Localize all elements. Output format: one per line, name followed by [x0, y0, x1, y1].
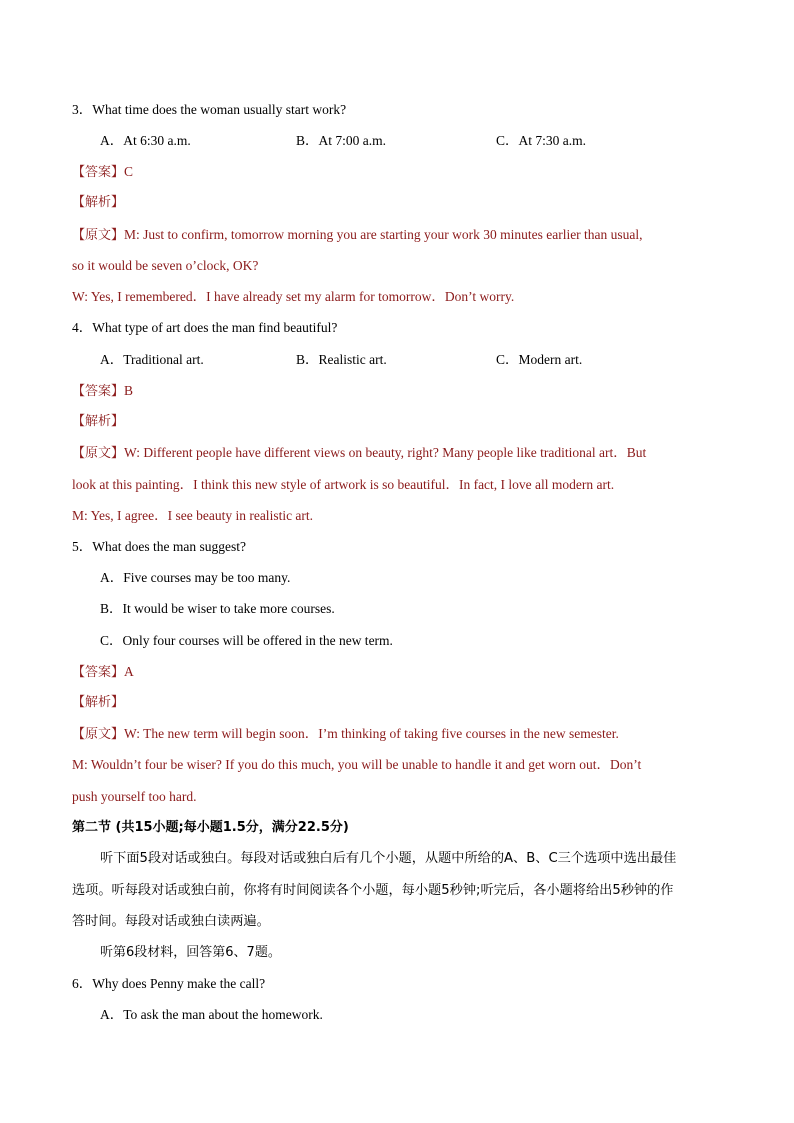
- option-b: B．At 7:00 a.m.: [296, 133, 386, 148]
- question-5: 5．What does the man suggest?: [72, 539, 246, 554]
- option-b: B．It would be wiser to take more courses.: [100, 601, 335, 616]
- question-4: 4．What type of art does the man find beautiful?: [72, 320, 338, 335]
- source-label: 【原文】: [72, 228, 125, 243]
- option-b: B．Realistic art.: [296, 352, 387, 367]
- transcript-5-line-3: push yourself too hard.: [72, 789, 197, 804]
- section-heading: 第二节 (共15小题;每小题1.5分，满分22.5分): [72, 820, 349, 835]
- source-label: 【原文】: [72, 446, 125, 461]
- question-6: 6．Why does Penny make the call?: [72, 976, 266, 991]
- answer-4: [72, 381, 133, 402]
- analysis-label-5: 【解析】: [72, 695, 125, 710]
- section-instructions: 听下面5段对话或独白。每段对话或独白后有几个小题，从题中所给的A、B、C三个选项中选出最佳选项。听每段对话或独白前，你将有时间阅读各个小题，每小题5秒钟;听完后，各小题将给出5秒钟的作答时间。每段对话或独白读两遍。: [72, 851, 677, 929]
- answer-5: [72, 662, 134, 683]
- transcript-text: M: Just to confirm, tomorrow morning you are starting your work 30 minutes earlier than usual,: [124, 227, 643, 242]
- option-a: A．To ask the man about the homework.: [100, 1007, 323, 1022]
- question-3: 3．What time does the woman usually start work?: [72, 102, 347, 117]
- option-a: A．Traditional art.: [100, 352, 204, 367]
- option-c: C．Only four courses will be offered in the new term.: [100, 633, 393, 648]
- answer-label: 【答案】: [72, 384, 125, 399]
- answer-label: 【答案】: [72, 665, 125, 680]
- option-c: C．At 7:30 a.m.: [496, 133, 586, 148]
- transcript-4-line-1: [72, 443, 646, 464]
- transcript-3-line-1: [72, 225, 643, 246]
- transcript-3-line-3: W: Yes, I remembered．I have already set my alarm for tomorrow．Don’t worry.: [72, 289, 515, 304]
- material-intro: 听第6段材料，回答第6、7题。: [100, 945, 281, 960]
- answer-3: [72, 162, 133, 183]
- analysis-label-3: 【解析】: [72, 195, 125, 210]
- transcript-5-line-1: [72, 724, 619, 745]
- transcript-4-line-2: look at this painting．I think this new style of artwork is so beautiful．In fact, I love all modern art.: [72, 477, 615, 492]
- transcript-3-line-2: so it would be seven o’clock, OK?: [72, 258, 259, 273]
- option-c: C．Modern art.: [496, 352, 583, 367]
- question-4-options: [100, 350, 700, 370]
- transcript-4-line-3: M: Yes, I agree．I see beauty in realistic art.: [72, 508, 314, 523]
- answer-label: 【答案】: [72, 165, 125, 180]
- analysis-label-4: 【解析】: [72, 414, 125, 429]
- question-3-options: [100, 131, 700, 151]
- answer-value: A: [124, 664, 134, 679]
- answer-value: B: [124, 383, 134, 398]
- transcript-5-line-2: M: Wouldn’t four be wiser? If you do this much, you will be unable to handle it and get worn out．Don’t: [72, 757, 642, 772]
- source-label: 【原文】: [72, 727, 125, 742]
- transcript-text: W: The new term will begin soon．I’m thinking of taking five courses in the new semester.: [124, 726, 619, 741]
- transcript-text: W: Different people have different views on beauty, right? Many people like traditional art．But: [124, 445, 647, 460]
- option-a: A．Five courses may be too many.: [100, 570, 291, 585]
- answer-value: C: [124, 164, 134, 179]
- option-a: A．At 6:30 a.m.: [100, 133, 191, 148]
